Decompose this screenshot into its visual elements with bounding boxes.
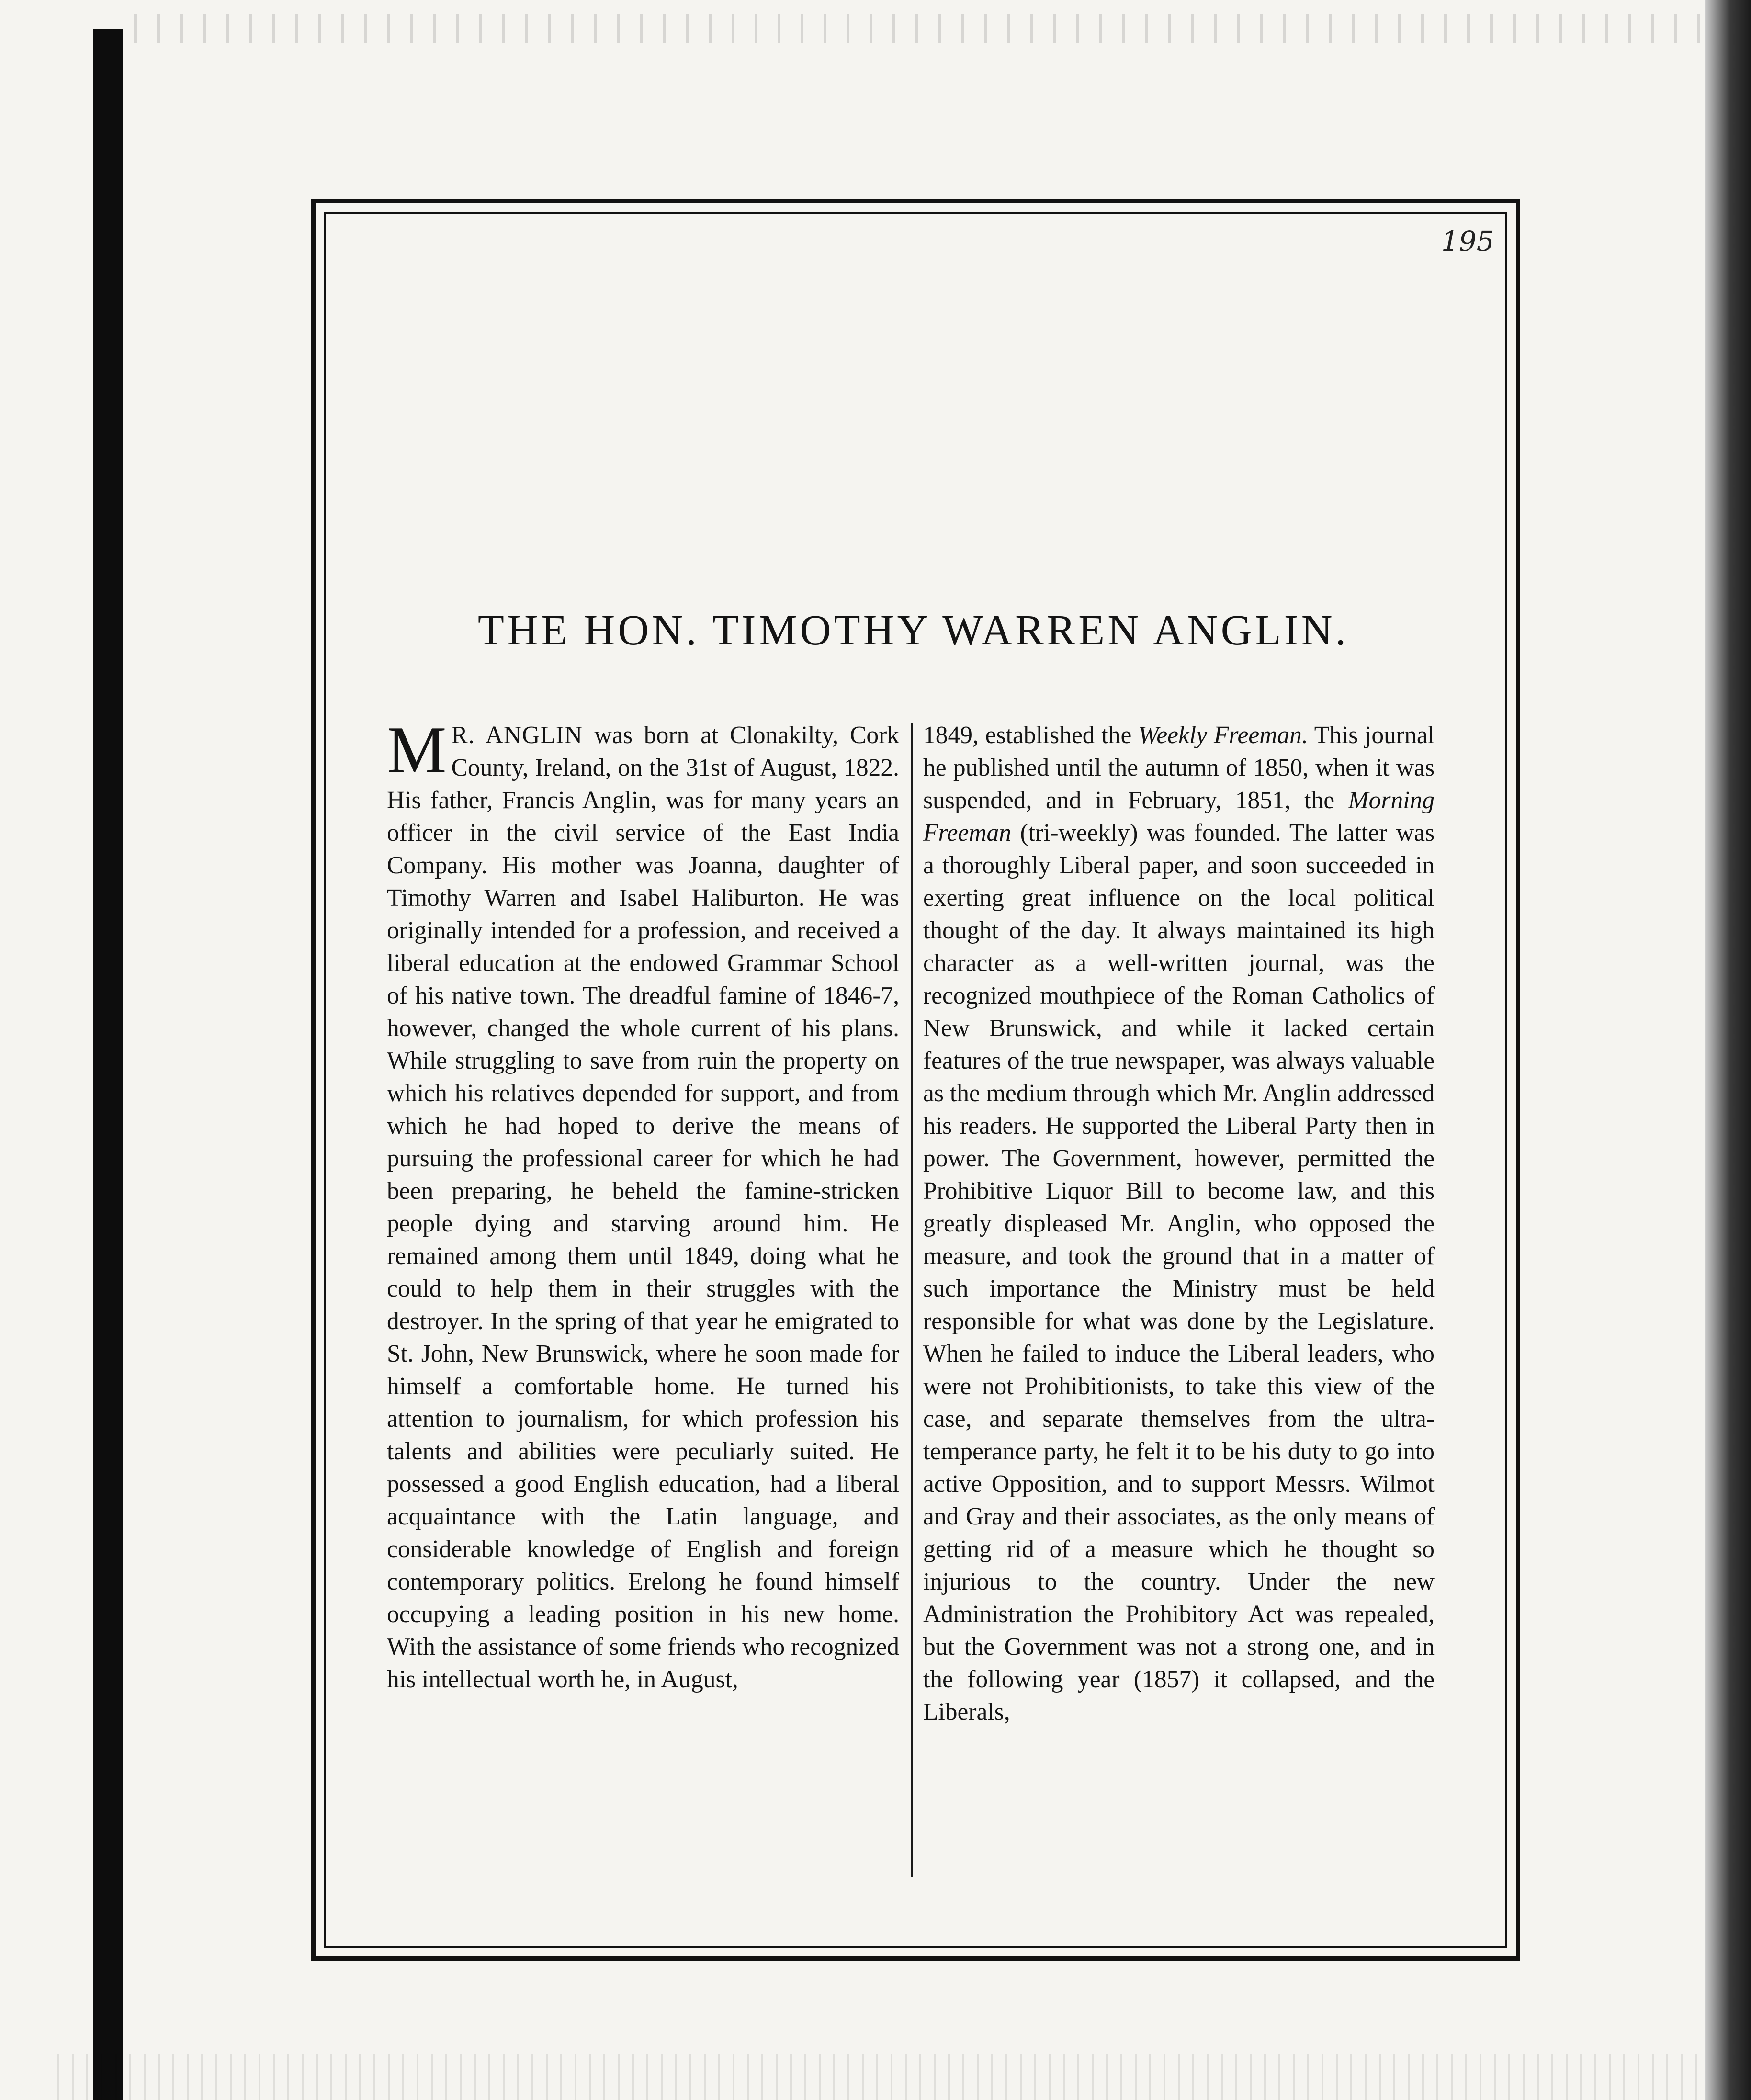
scan-bottom-noise	[57, 2054, 1705, 2100]
right-column-text-3: (tri-weekly) was founded. The latter was a thoroughly Liberal paper, and soon succeeded in exerting great influence on the local political thought of the day. It always maintained its high character as a well-written journal, was the recognized mouthpiece of the Roman Catholics of New Brunswick, and while it lacked certain features of the true newspaper, was always valuable as the medium through which Mr. Anglin addressed his readers. He supported the Liberal Party then in power. The Government, however, permitted the Prohibitive Liquor Bill to become law, and this greatly displeased Mr. Anglin, who opposed the measure, and took the ground that in a matter of such importance the Ministry must be held responsible for what was done by the Legislature. When he failed to induce the Liberal leaders, who were not Prohibitionists, to take this view of the case, and separate themselves from the ultra-temperance party, he felt it to be his duty to go into active Opposition, and to support Messrs. Wilmot and Gray and their associates, as the only means of getting rid of a measure which he thought so injurious to the country. Under the new Administration the Prohibitory Act was repealed, but the Government was not a strong one, and in the following year (1857) it collapsed, and the Liberals,	[923, 819, 1435, 1726]
right-column-text-2: This journal he published until the autumn of 1850, when it was suspended, and in February, 1851, the	[923, 722, 1435, 814]
column-divider	[911, 723, 913, 1877]
scan-top-noise	[134, 14, 1705, 43]
weekly-freeman-title: Weekly Freeman.	[1138, 722, 1308, 749]
right-column-paragraph	[923, 719, 1435, 1728]
scan-left-edge	[93, 29, 123, 2100]
left-column-paragraph	[387, 713, 899, 1696]
right-column-text-1: 1849, established the	[923, 722, 1139, 749]
page-number: 195	[1441, 225, 1494, 258]
scan-right-edge	[1705, 0, 1751, 2100]
left-column-text: was born at Clonakilty, Cork County, Ireland, on the 31st of August, 1822. His father, Francis Anglin, was for many years an officer in the civil service of the East India Company. His mother was Joanna, daughter of Timothy Warren and Isabel Haliburton. He was originally intended for a profession, and received a liberal education at the endowed Grammar School of his native town. The dreadful famine of 1846-7, however, changed the whole current of his plans. While struggling to save from ruin the property on which his relatives depended for support, and from which he had hoped to derive the means of pursuing the professional career for which he had been preparing, he beheld the famine-stricken people dying and starving around him. He remained among them until 1849, doing what he could to help them in their struggles with the destroyer. In the spring of that year he emigrated to St. John, New Brunswick, where he soon made for himself a comfortable home. He turned his attention to journalism, for which profession his talents and abilities were peculiarly suited. He possessed a good English education, had a liberal acquaintance with the Latin language, and considerable knowledge of English and foreign contemporary politics. Erelong he found himself occupying a leading position in his new home. With the assistance of some friends who recognized his intellectual worth he, in August,	[387, 722, 899, 1693]
drop-cap: M	[387, 713, 447, 787]
lead-name: R. ANGLIN	[451, 722, 583, 749]
left-column	[387, 713, 899, 1696]
article-title: THE HON. TIMOTHY WARREN ANGLIN.	[477, 607, 1349, 654]
morning-freeman-title: Morning Freeman	[923, 787, 1435, 847]
right-column	[923, 719, 1435, 1728]
